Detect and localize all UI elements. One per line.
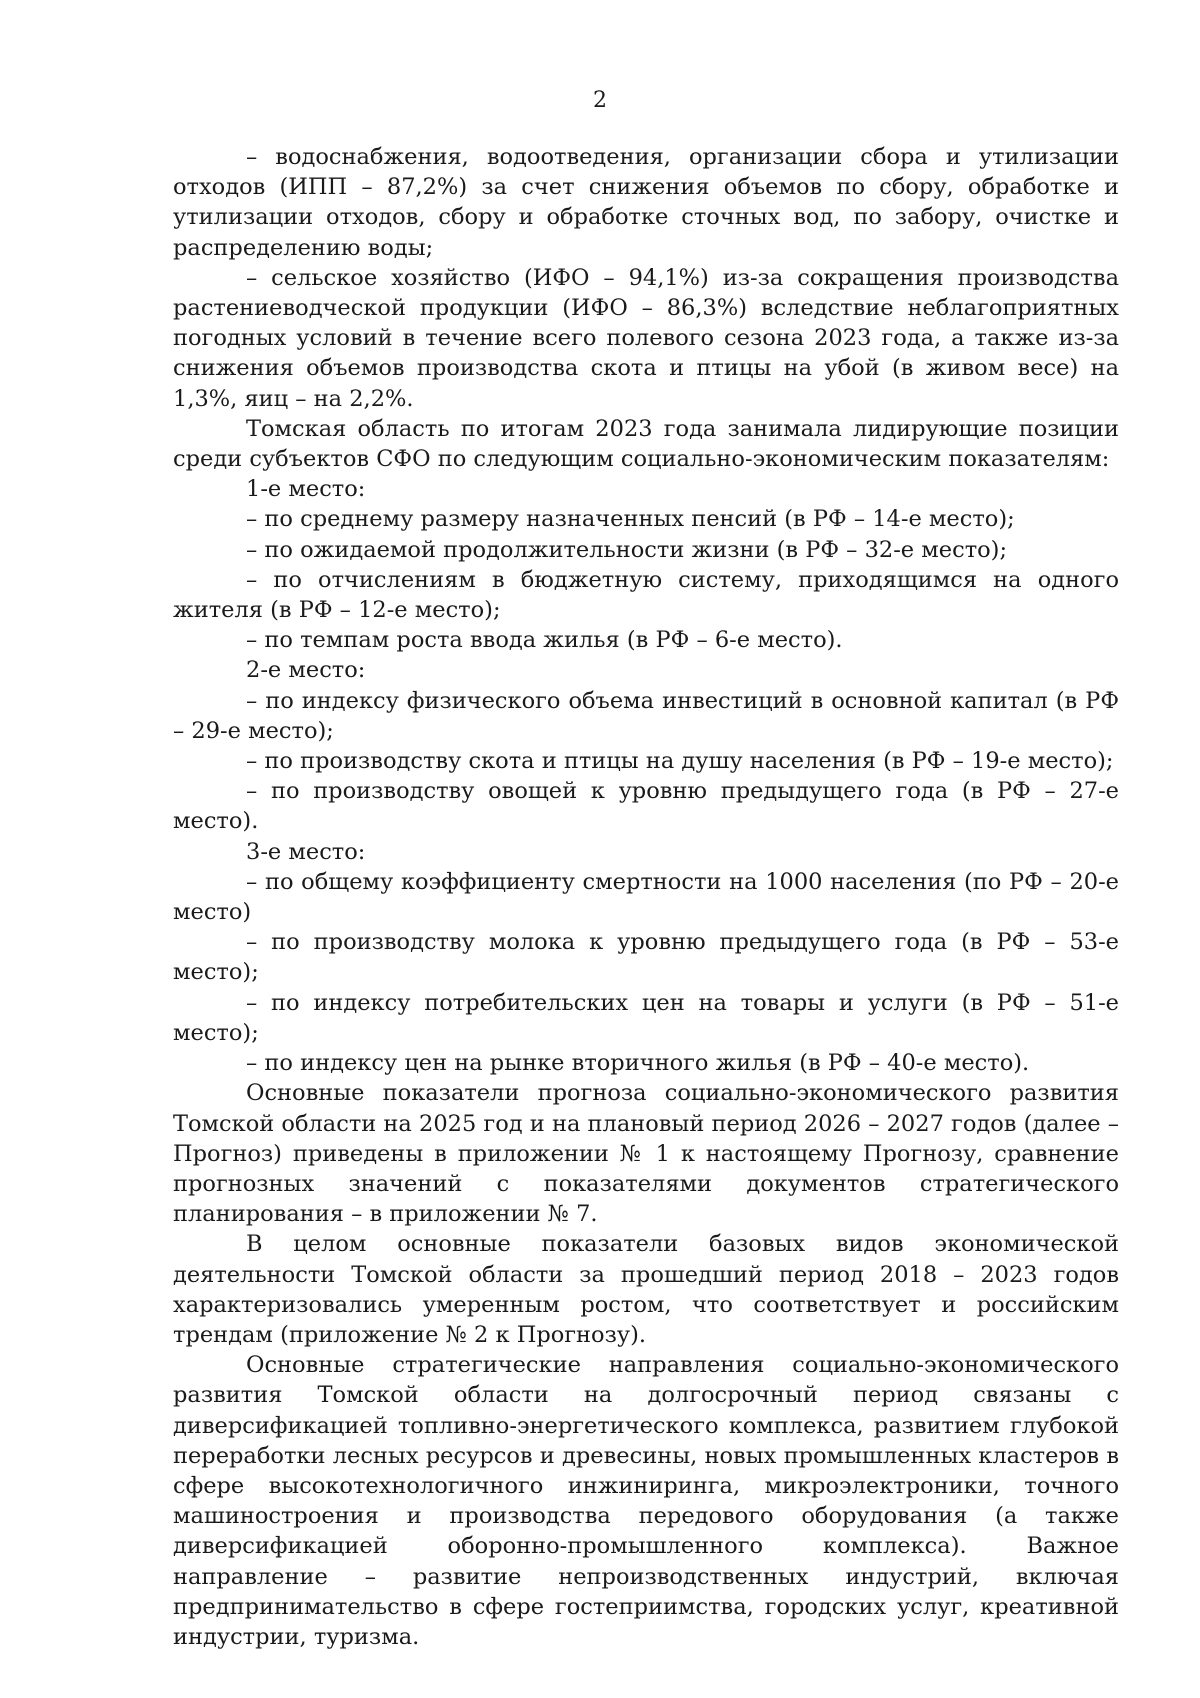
document-body: [173, 142, 1119, 1652]
paragraph: 2-е место:: [246, 657, 366, 684]
paragraph: Основные показатели прогноза социально-экономического развития Томской области на 2025 год и на плановый период 2026 – 2027 годов (далее – Прогноз) приведены в приложении № 1 к настоящему Прогнозу, сравнение прогнозных значений с показателями документов стратегического планирования – в приложении № 7.: [173, 1080, 1119, 1228]
paragraph: – по производству скота и птицы на душу населения (в РФ – 19-е место);: [246, 748, 1114, 775]
paragraph: – по общему коэффициенту смертности на 1000 населения (по РФ – 20-е место): [173, 868, 1119, 926]
page-number: 2: [593, 88, 607, 113]
paragraph: – по ожидаемой продолжительности жизни (в РФ – 32-е место);: [246, 536, 1008, 563]
paragraph: – по отчислениям в бюджетную систему, приходящимся на одного жителя (в РФ – 12-е место);: [173, 566, 1119, 624]
paragraph: 3-е место:: [246, 838, 366, 865]
paragraph: – по среднему размеру назначенных пенсий (в РФ – 14-е место);: [246, 506, 1015, 533]
paragraph: В целом основные показатели базовых видов экономической деятельности Томской области за прошедший период 2018 – 2023 годов характеризовались умеренным ростом, что соответствует и российским трендам (приложение № 2 к Прогнозу).: [173, 1231, 1119, 1348]
paragraph: Основные стратегические направления социально-экономического развития Томской области на долгосрочный период связаны с диверсификацией топливно-энергетического комплекса, развитием глубокой переработки лесных ресурсов и древесины, новых промышленных кластеров в сфере высокотехнологичного инжиниринга, микроэлектроники, точного машиностроения и производства передового оборудования (а также диверсификацией оборонно-промышленного комплекса). Важное направление – развитие непроизводственных индустрий, включая предпринимательство в сфере гостеприимства, городских услуг, креативной индустрии, туризма.: [173, 1352, 1119, 1650]
paragraph: – по производству овощей к уровню предыдущего года (в РФ – 27-е место).: [173, 778, 1119, 835]
paragraph: – водоснабжения, водоотведения, организации сбора и утилизации отходов (ИПП – 87,2%) за счет снижения объемов по сбору, обработке и утилизации отходов, сбору и обработке сточных вод, по забору, очистке и распределению воды;: [173, 144, 1119, 261]
paragraph: Томская область по итогам 2023 года занимала лидирующие позиции среди субъектов СФО по следующим социально-экономическим показателям:: [173, 415, 1119, 473]
paragraph: – по индексу потребительских цен на товары и услуги (в РФ – 51-е место);: [173, 989, 1119, 1046]
paragraph: – сельское хозяйство (ИФО – 94,1%) из-за сокращения производства растениеводческой продукции (ИФО – 86,3%) вследствие неблагоприятных погодных условий в течение всего полевого сезона 2023 года, а также из-за снижения объемов производства скота и птицы на убой (в живом весе) на 1,3%, яиц – на 2,2%.: [173, 264, 1119, 412]
paragraph: 1-е место:: [246, 476, 366, 503]
paragraph: – по производству молока к уровню предыдущего года (в РФ – 53-е место);: [173, 929, 1119, 986]
paragraph: – по темпам роста ввода жилья (в РФ – 6-е место).: [246, 627, 843, 654]
paragraph: – по индексу физического объема инвестиций в основной капитал (в РФ – 29-е место);: [173, 687, 1119, 744]
paragraph: – по индексу цен на рынке вторичного жилья (в РФ – 40-е место).: [246, 1050, 1030, 1077]
